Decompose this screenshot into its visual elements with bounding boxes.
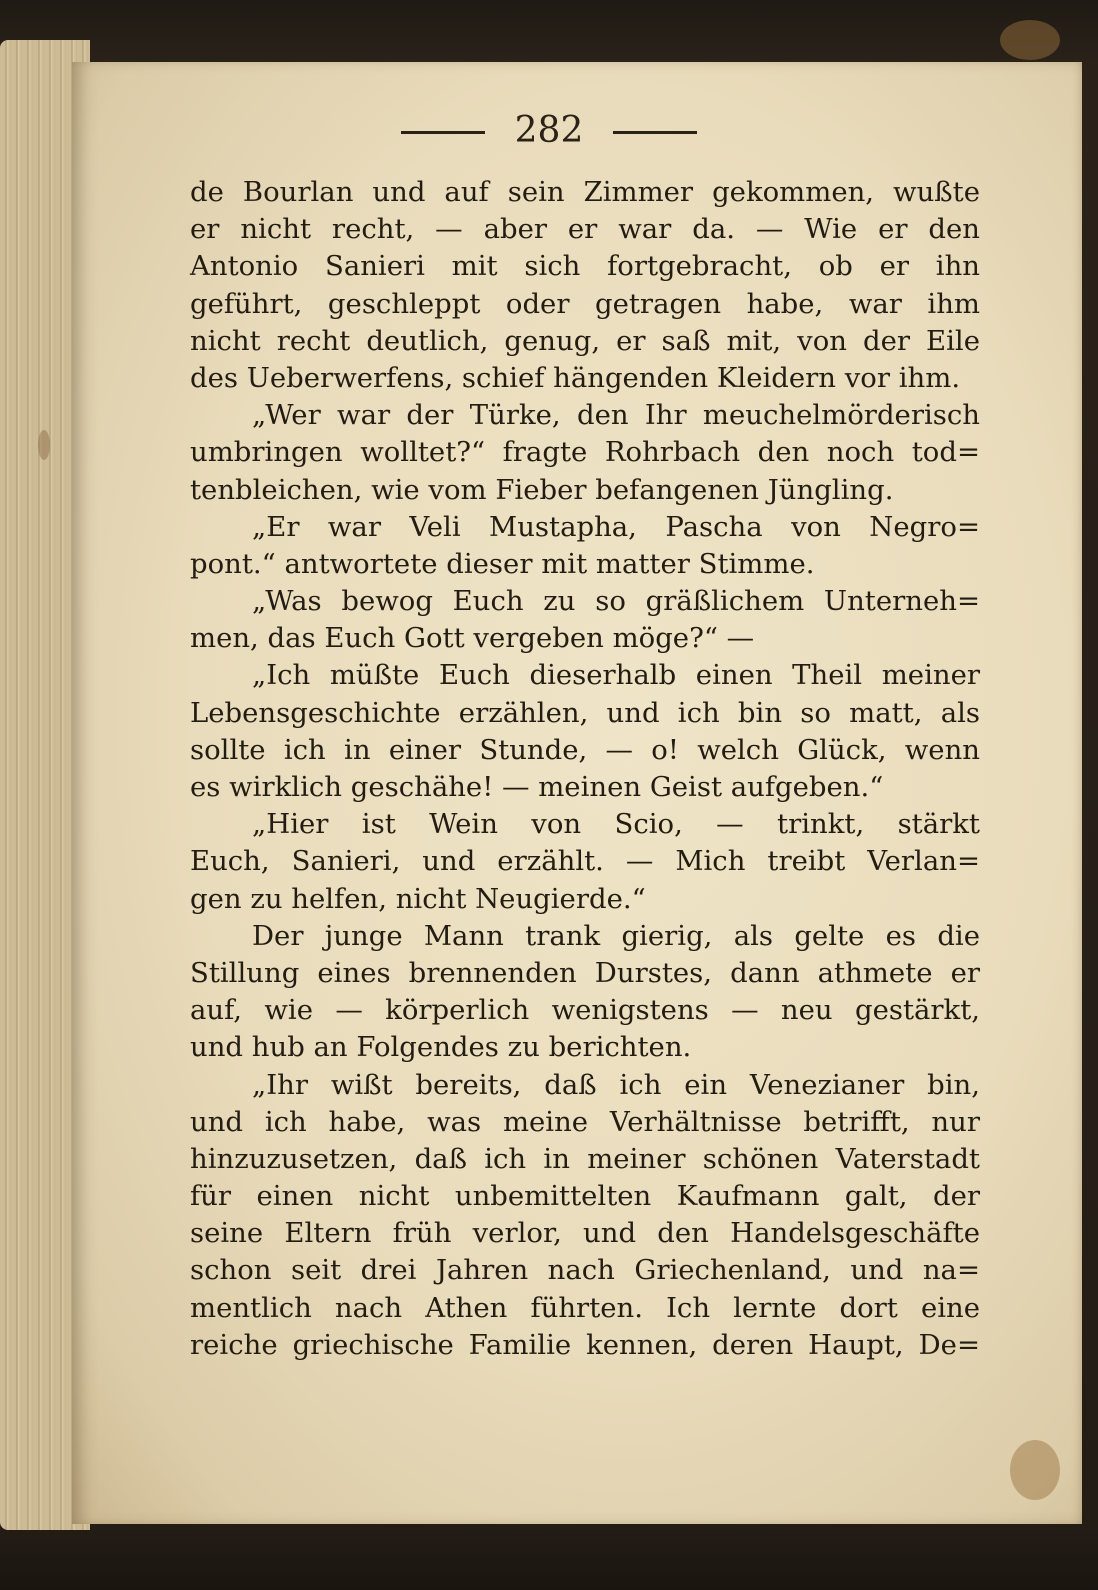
text-line: tenbleichen, wie vom Fieber befangenen Jüngling. [190, 473, 894, 506]
text-line: gen zu helfen, nicht Neugierde.“ [190, 882, 646, 915]
page-number: 282 [514, 110, 584, 151]
text-line: men, das Euch Gott vergeben möge?“ — [190, 622, 755, 655]
text-line: auf, wie — körperlich wenigstens — neu gestärkt, [190, 994, 980, 1027]
paper-stain [1000, 20, 1060, 60]
text-line: Lebensgeschichte erzählen, und ich bin so matt, als [190, 696, 980, 729]
text-line: nicht recht deutlich, genug, er saß mit, von der Eile [190, 324, 980, 357]
text-line: Der junge Mann trank gierig, als gelte es die [252, 919, 980, 952]
text-line: es wirklich geschähe! — meinen Geist aufgeben.“ [190, 771, 884, 803]
header-rule-left [401, 131, 485, 134]
text-line: „Ihr wißt bereits, daß ich ein Venezianer bin, [252, 1068, 980, 1101]
text-line: er nicht recht, — aber er war da. — Wie er den [190, 213, 980, 246]
text-line: reiche griechische Familie kennen, deren Haupt, De= [190, 1328, 980, 1361]
text-line: Antonio Sanieri mit sich fortgebracht, ob er ihn [190, 250, 980, 283]
text-line: für einen nicht unbemittelten Kaufmann galt, der [190, 1180, 980, 1213]
text-line: des Ueberwerfens, schief hängenden Kleidern vor ihm. [190, 361, 961, 394]
text-line: pont.“ antwortete dieser mit matter Stimme. [190, 547, 815, 580]
page-header [0, 110, 1098, 151]
text-line: hinzuzusetzen, daß ich in meiner schönen Vaterstadt [190, 1142, 980, 1175]
text-line: „Hier ist Wein von Scio, — trinkt, stärkt [252, 808, 980, 841]
text-line: „Er war Veli Mustapha, Pascha von Negro= [252, 510, 980, 543]
text-line: „Ich müßte Euch dieserhalb einen Theil meiner [252, 659, 980, 692]
text-line: und hub an Folgendes zu berichten. [190, 1031, 692, 1064]
text-line: „Wer war der Türke, den Ihr meuchelmörderisch [252, 399, 980, 432]
header-rule-right [613, 131, 697, 134]
text-line: de Bourlan und auf sein Zimmer gekommen, wußte [190, 176, 980, 208]
text-line: Stillung eines brennenden Durstes, dann athmete er [190, 956, 980, 989]
text-line: mentlich nach Athen führten. Ich lernte dort eine [190, 1291, 980, 1324]
text-line: und ich habe, was meine Verhältnisse betrifft, nur [190, 1105, 980, 1138]
text-line: geführt, geschleppt oder getragen habe, war ihm [190, 287, 980, 320]
text-line: „Was bewog Euch zu so gräßlichem Unterneh= [252, 585, 980, 618]
text-line: schon seit drei Jahren nach Griechenland, und na= [190, 1254, 980, 1287]
text-line: umbringen wolltet?“ fragte Rohrbach den noch tod= [190, 436, 980, 469]
paper-stain [38, 430, 50, 460]
text-line: sollte ich in einer Stunde, — o! welch Glück, wenn [190, 733, 980, 766]
body-text [190, 174, 980, 1364]
text-line: seine Eltern früh verlor, und den Handelsgeschäfte [190, 1217, 980, 1250]
paper-stain [1010, 1440, 1060, 1500]
text-line: Euch, Sanieri, und erzählt. — Mich treibt Verlan= [190, 845, 980, 878]
